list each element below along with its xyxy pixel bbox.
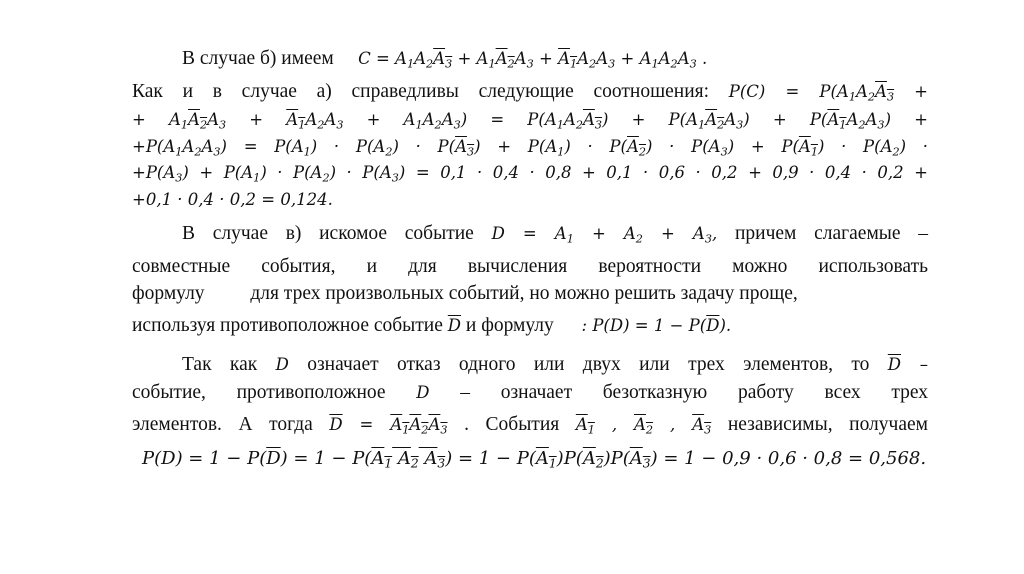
line-13-formula: $\overline{D} = A_1A_2A_3$ xyxy=(329,415,448,437)
line-5-formula: $+P(A_3) + P(A_1) \cdot P(A_2) \cdot P(A_3) = 0,1 \cdot 0,4 \cdot 0,8 + 0,1 \cdot 0,6 \cdot 0,2 + 0,9 \cdot 0,4 \cdot 0,2$ + xyxy=(132,163,928,185)
line-1 xyxy=(182,47,928,71)
line-9-text-b: для трех произвольных событий, но можно решить задачу проще, xyxy=(250,283,798,304)
line-14-formula: $P(D) = 1 - P(\overline{D}) = 1 - P(A_1$ $A_2$ $A_3) = 1 - P(A_1)P(A_2)P(A_3) = 1 - 0,9 \cdot 0,6 \cdot 0,8 = 0,568$. xyxy=(142,448,927,471)
line-2 xyxy=(132,80,928,104)
line-1-formula: $C = A_1A_2A_3 + A_1A_2A_3 + A_1A_2A_3 + A_1A_2A_3$ . xyxy=(358,49,708,71)
line-7-formula: $D = A_1 + A_2 + A_3$, xyxy=(491,224,718,246)
line-13 xyxy=(132,413,928,437)
line-4-formula: $+P(A_1A_2A_3) = P(A_1) \cdot P(A_2) \cdot P(A_3) + P(A_1) \cdot P(A_2) \cdot P(A_3) + P(A_1) \cdot P(A_2)$ · xyxy=(132,137,928,159)
line-9-text-a: формулу xyxy=(132,283,205,304)
line-10-text-b: и формулу xyxy=(465,315,554,336)
line-1-text: В случае б) имеем xyxy=(182,48,334,69)
line-12 xyxy=(132,381,928,405)
line-7-text-b: причем слагаемые – xyxy=(734,223,929,244)
line-8: совместные события, и для вычисления вероятности можно использовать xyxy=(132,256,928,277)
line-11 xyxy=(182,353,928,377)
line-10-formula: $\overline{D}$ xyxy=(447,316,462,335)
line-6-formula: +0,1 · 0,4 · 0,2 = 0,124. xyxy=(132,190,333,209)
line-11-formula-b: $\overline{D}$ – xyxy=(887,355,929,374)
line-12-formula: D xyxy=(416,383,430,402)
line-10-text-a: используя противоположное событие xyxy=(132,315,443,336)
line-13-text-c: независимы, получаем xyxy=(727,414,929,435)
line-9 xyxy=(132,282,928,306)
line-13-text-a: элементов. А тогда xyxy=(132,414,313,435)
line-13-formula-b: $A_1$ , $A_2$ , $A_3$ xyxy=(575,415,712,437)
line-11-text-b: означает отказ одного или двух или трех элементов, то xyxy=(307,354,870,375)
line-7 xyxy=(182,222,928,246)
line-12-text-a: событие, противоположное xyxy=(132,382,386,403)
line-2-text: Как и в случае а) справедливы следующие соотношения: xyxy=(132,81,710,102)
line-12-text-b: – означает безотказную работу всех трех xyxy=(460,382,929,403)
line-10 xyxy=(132,314,928,338)
line-2-formula: $P(C) = P(A_1A_2A_3$ + xyxy=(728,82,928,104)
line-11-formula: D xyxy=(275,355,289,374)
line-10-formula-b: : $P(D) = 1 - P(\overline{D})$. xyxy=(581,316,732,335)
line-3-formula: + $A_1A_2A_3 + A_1A_2A_3 + A_1A_2A_3) = P(A_1A_2A_3) + P(A_1A_2A_3) + P(A_1A_2A_3)$ + xyxy=(132,110,928,132)
line-11-text-a: Так как xyxy=(182,354,258,375)
line-13-text-b: . События xyxy=(464,414,560,435)
line-7-text-a: В случае в) искомое событие xyxy=(182,223,474,244)
